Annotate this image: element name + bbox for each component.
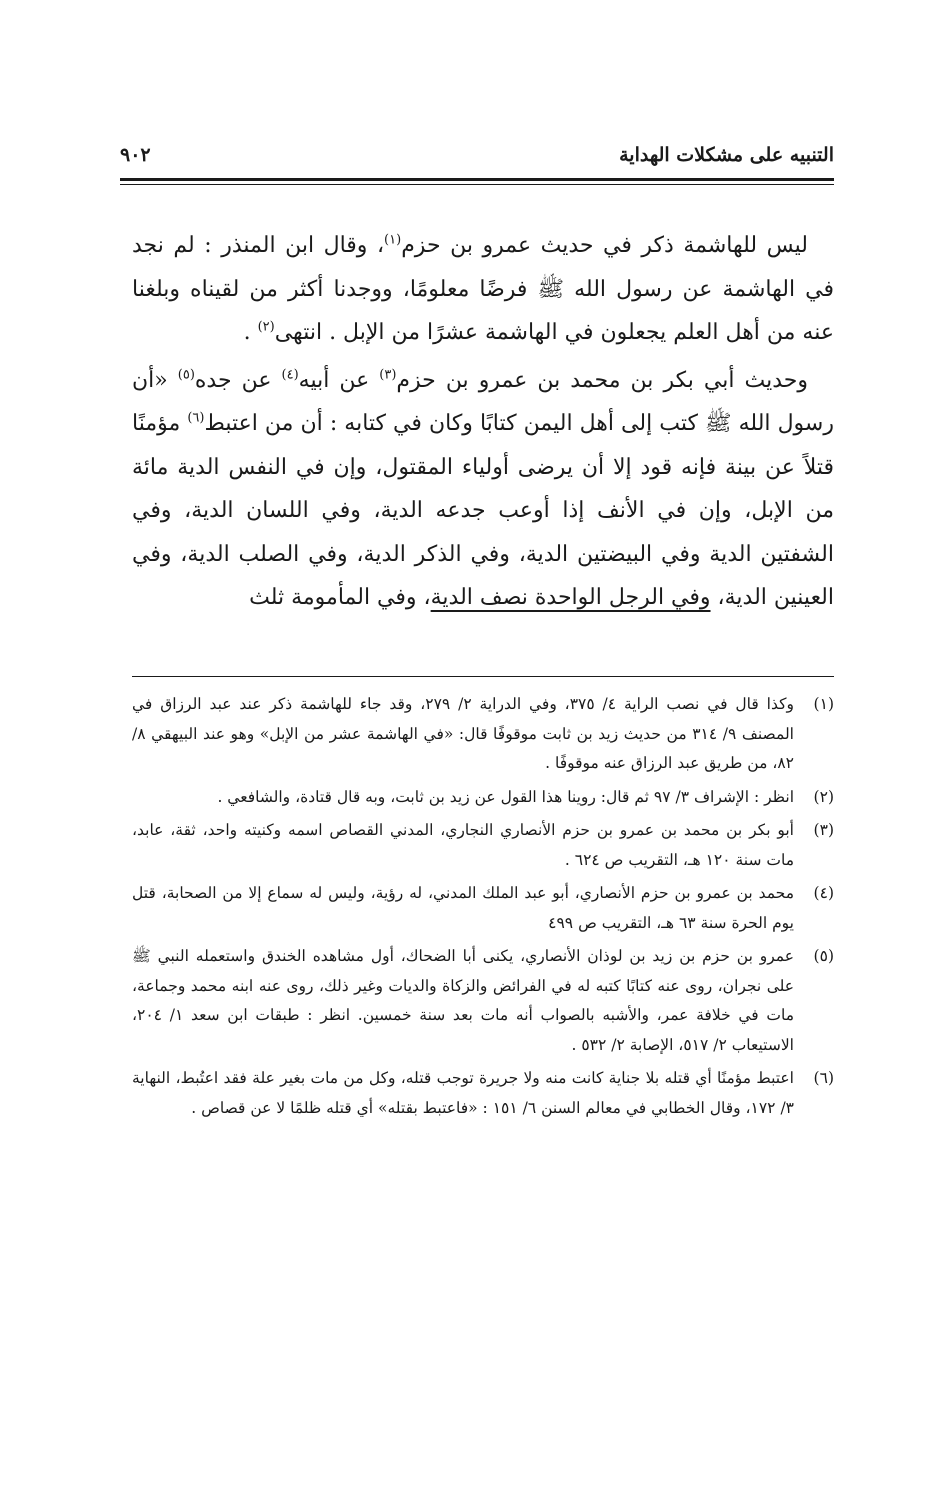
footnote-number: (٣)	[813, 821, 834, 839]
footnote-text: عمرو بن حزم بن زيد بن لوذان الأنصاري، يكنى أبا الضحاك، أول مشاهده الخندق واستعمله النبي ﷺ على نجران، روى عنه كتابًا كتبه له في الفرائض والزكاة والديات وغير ذلك، روى عنه ابنه محمد وجماعة، مات في خلافة عمر، والأشبه بالصواب أنه مات بعد سنة خمسين. انظر : طبقات ابن سعد ١/ ٢٠٤، الاستيعاب ٢/ ٥١٧، الإصابة ٢/ ٥٣٢ .	[132, 947, 795, 1054]
paragraph-2	[132, 359, 834, 620]
footnote-ref-2[interactable]: (٢)	[257, 319, 275, 335]
p2-text-c: عن جده	[194, 367, 282, 393]
p2-text-b: عن أبيه	[298, 367, 380, 393]
p1-text-c: .	[243, 320, 258, 345]
header-rule-thin	[120, 184, 834, 185]
underlined-phrase: وفي الرجل الواحدة نصف الدية	[430, 585, 711, 610]
footnote-3	[132, 816, 834, 875]
p2-text-e: مؤمنًا قتلاً عن بينة فإنه قود إلا أن يرضى أولياء المقتول، وإن في النفس الدية مائة من الإبل، وإن في الأنف إذا أوعب جدعه الدية، وفي اللسان الدية، وفي الشفتين الدية وفي البيضتين الدية، وفي الذكر الدية، وفي الصلب الدية، وفي العينين الدية،	[132, 411, 834, 610]
footnote-ref-3[interactable]: (٣)	[379, 367, 397, 383]
footnote-text: محمد بن عمرو بن حزم الأنصاري، أبو عبد الملك المدني، له رؤية، وليس له سماع إلا من الصحابة، قتل يوم الحرة سنة ٦٣ هـ، التقريب ص ٤٩٩	[132, 884, 794, 932]
running-title: التنبيه على مشكلات الهداية	[619, 144, 834, 166]
page-number: ٩٠٢	[120, 144, 151, 166]
header-rule-thick	[120, 178, 834, 181]
footnote-number: (٦)	[813, 1069, 834, 1087]
footnote-4	[132, 879, 834, 938]
running-header	[120, 140, 834, 174]
footnote-number: (٥)	[813, 947, 834, 965]
footnote-number: (٤)	[813, 884, 834, 902]
footnote-ref-5[interactable]: (٥)	[177, 367, 195, 383]
p2-text-f: ، وفي المأمومة ثلث	[249, 585, 431, 610]
footnote-6	[132, 1064, 834, 1123]
p2-text-a: وحديث أبي بكر بن محمد بن عمرو بن حزم	[396, 367, 808, 393]
footnote-number: (٢)	[813, 787, 834, 806]
p1-text-b: ، وقال ابن المنذر : لم نجد في الهاشمة عن رسول الله ﷺ فرضًا معلومًا، ووجدنا أكثر من لقيناه وبلغنا عنه من أهل العلم يجعلون في الهاشمة عشرًا من الإبل . انتهى	[132, 233, 834, 345]
footnote-text: انظر : الإشراف ٣/ ٩٧ ثم قال: روينا هذا القول عن زيد بن ثابت، وبه قال قتادة، والشافعي .	[217, 787, 794, 806]
footnote-5	[132, 942, 834, 1060]
footnote-1	[132, 690, 834, 779]
paragraph-1	[132, 224, 834, 355]
footnote-ref-6[interactable]: (٦)	[187, 410, 205, 426]
footnote-text: أبو بكر بن محمد بن عمرو بن حزم الأنصاري النجاري، المدني القصاص اسمه وكنيته واحد، ثقة، عابد، مات سنة ١٢٠ هـ، التقريب ص ٦٢٤ .	[132, 821, 794, 869]
footnote-ref-4[interactable]: (٤)	[281, 367, 299, 383]
footnote-2	[132, 783, 834, 813]
footnote-text: وكذا قال في نصب الراية ٤/ ٣٧٥، وفي الدراية ٢/ ٢٧٩، وقد جاء للهاشمة ذكر عند عبد الرزاق في المصنف ٩/ ٣١٤ من حديث زيد بن ثابت موقوفًا قال: «في الهاشمة عشر من الإبل» وهو عند البيهقي ٨/ ٨٢، من طريق عبد الرزاق عنه موقوفًا .	[132, 695, 794, 772]
footnote-ref-1[interactable]: (١)	[384, 232, 402, 248]
footnote-text: اعتبط مؤمنًا أي قتله بلا جناية كانت منه ولا جريرة توجب قتله، وكل من مات بغير علة فقد اعتُبط، النهاية ٣/ ١٧٢، وقال الخطابي في معالم السنن ٦/ ١٥١ : «فاعتبط بقتله» أي قتله ظلمًا لا عن قصاص .	[132, 1069, 794, 1117]
footnote-separator	[132, 676, 834, 677]
footnotes	[132, 690, 834, 1127]
p2-text-d: «أن رسول الله ﷺ كتب إلى أهل اليمن كتابًا وكان في كتابه : أن من اعتبط	[132, 367, 834, 436]
footnote-number: (١)	[813, 695, 834, 713]
main-text	[132, 224, 834, 620]
p1-text-a: ليس للهاشمة ذكر في حديث عمرو بن حزم	[401, 233, 809, 258]
